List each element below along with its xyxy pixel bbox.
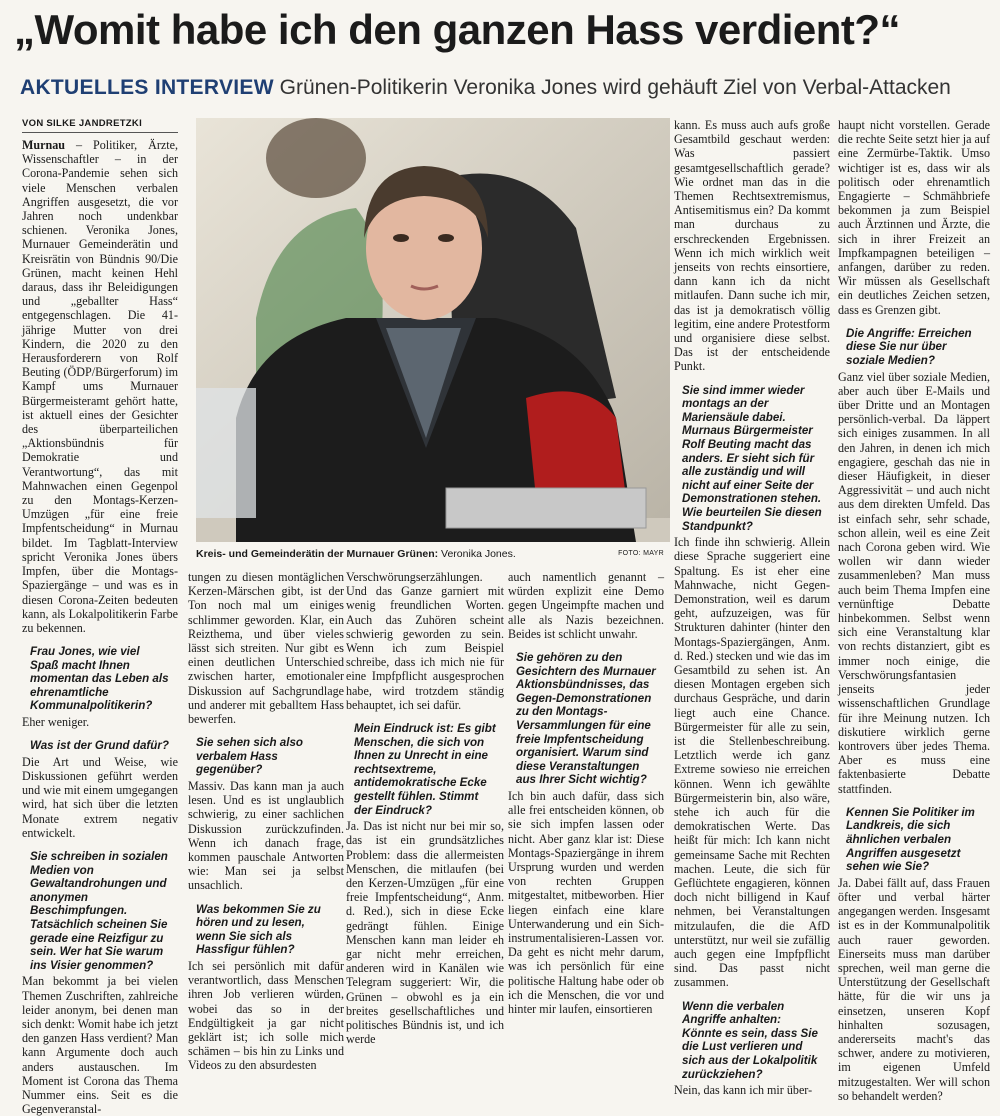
question-4: Sie sehen sich also verbalem Hass gegenüber? (196, 736, 303, 777)
answer-3: Man bekommt ja bei vielen Themen Zuschriften, zahlreiche leider anonym, bei denen man sich denkt: Womit habe ich jetzt den ganzen Hass verdient? Man kann Argumente doch auch anders austauschen. Im Moment ist Corona das Thema Nummer eins. Seit es die Gegenveranstal- (22, 974, 178, 1116)
answer-9: Nein, das kann ich mir über- (674, 1083, 813, 1098)
answer-10: Ganz viel über soziale Medien, aber auch über E-Mails und über Dritte und an Montagen persönlich-verbal. Da läppert sich einiges zusammen. In all den Jahren, in denen ich mich engagiere, geschah das nie in dieser Häufigkeit, in dieser Aggressivität – und auch nicht aus dem direkten Umfeld. Das ist einfach sehr, sehr schade, schon allein, weil es eine Zeit nach Corona geben wird. Wie wollen wir dann wieder zusammenleben? Man muss auch beim Thema Impfen eine vernünftige Debatte hinbekommen. Selbst wenn sich eine Veranstaltung klar von rechts distanziert, gibt es immer noch einige, die Verschwörungsfantasien jenseits jeder wissenschaftlichen Grundlage für ihre Meinung nutzen. Ich diskutiere wirklich gerne kontrovers über jedes Thema. Aber es muss eine faktenbasierte Debatte stattfinden. (838, 369, 990, 796)
answer-1: Eher weniger. (22, 715, 90, 730)
answer-3-continued: tungen zu diesen montäglichen Kerzen-Märschen gibt, ist der Ton noch mal um einiges schlimmer geworden. Klar, ein Reizthema, und über vieles lässt sich streiten. Nur gibt es einen deutlichen Unterschied zwischen harter, emotionaler Diskussion auf Sachgrundlage und anderer mit geballtem Hass bewerfen. (188, 570, 344, 727)
answer-6: Ja. Das ist nicht nur bei mir so, das ist ein grundsätzliches Problem: dass die allermeisten Menschen, die mitlaufen (bei den Kerzen-Umzügen „für eine freie Impfentscheidung“, Anm. d. Red.), sich in diese Ecke gedrängt fühlen. Einige Menschen kann man leider eh gar nicht mehr erreichen, anderen wird in Kanälen wie Telegram suggeriert: Wir, die Grünen – obwohl es ja ein breites gesellschaftliches und politisches Bündnis ist, und ich werde (346, 819, 504, 1047)
question-6: Mein Eindruck ist: Es gibt Menschen, die sich von Ihnen zu Unrecht in eine rechtsextreme, antidemokratische Ecke gestellt fühlen. Stimmt der Eindruck? (354, 722, 496, 817)
column-5 (674, 118, 830, 1098)
answer-6-continued: auch namentlich genannt – würden explizit eine Demo gegen Ungeimpfte machen und alle als Nazis bezeichnen. Beides ist schlicht unwahr. (508, 570, 664, 641)
answer-9-continued: haupt nicht vorstellen. Gerade die rechte Seite setzt hier ja auf eine Zermürbe-Taktik. Umso wichtiger ist es, dass wir als politisch oder ehrenamtlich Engagierte – Schmähbriefe bekommen ja zum Beispiel auch Ärztinnen und Ärzte, die sich in ihrer Freizeit an Impfkampagnen beteiligen – anfangen, darüber zu reden. Wir müssen als Gesellschaft ein deutliches Zeichen setzen, dass es Grenzen gibt. (838, 118, 990, 317)
subline (20, 76, 990, 100)
answer-8: Ich finde ihn schwierig. Allein diese Sprache suggeriert eine Spaltung. Es ist eher eine Mahnwache, nicht Gegen-Demonstration, weil es darum geht, aufzuzeigen, was für Strukturen dahinter (hinter den Montags-Spaziergängen, Anm. d. Red.) stecken und wie das im Gesamtbild zu sehen ist. An diesen Montagen ergeben sich durchaus Gespräche, und darin liegt auch eine Chance. Bürgermeister für alle zu sein, ist die Stellenbeschreibung. Letztlich werde ich ganz Extreme sowieso nie erreichen können. Wenn ich gewählte Bürgermeisterin bin, also wäre, stehe ich auch für die demokratischen Werte. Das heißt für mich: Ich kann nicht gemeinsame Sache mit Rechten machen. Leute, die sich für Geflüchtete engagieren, können doch nicht billigend in Kauf nehmen, bei Veranstaltungen mitzulaufen, die die AfD unterstützt, nur weil sie zufällig auch gegen eine Impfpflicht sind. Das passt nicht zusammen. (674, 535, 830, 990)
question-5: Was bekommen Sie zu hören und zu lesen, wenn Sie sich als Hassfigur fühlen? (196, 902, 321, 957)
question-8: Sie sind immer wieder montags an der Mariensäule dabei. Murnaus Bürgermeister Rolf Beuting macht das anders. Er sieht sich für alle zuständig und will nicht auf einer Seite der Demonstrationen stehen. Wie beurteilen Sie diesen Standpunkt? (682, 383, 822, 533)
photo-credit: FOTO: MAYR (618, 550, 664, 557)
column-4 (508, 570, 664, 1026)
question-9: Wenn die verbalen Angriffe anhalten: Könnte es sein, dass Sie die Lust verlieren und sich aus der Lokalpolitik zurückziehen? (682, 999, 818, 1081)
portrait-photo (196, 118, 670, 542)
intro-text: – Politiker, Ärzte, Wissenschaftler – in der Corona-Pandemie sehen sich viele Menschen verbalen Angriffen ausgesetzt, die vor Jahren noch undenkbar schienen. Veronika Jones, Murnauer Gemeinderätin und Kreisrätin von Bündnis 90/Die Grünen, macht keinen Hehl daraus, dass ihr Beleidigungen und „geballter Hass“ entgegenschlagen. Die 41-jährige Mutter von drei Kindern, die 2020 zu den Herausforderern von Rolf Beuting (ÖDP/Bürgerforum) im Kampf ums Murnauer Bürgermeisteramt gehört hatte, ist aktuell eines der Gesichter des überparteilichen „Aktionsbündnis für Demokratie und Verantwortung“, das mit Mahnwachen einen Gegenpol zu den Montags-Kerzen-Umzügen „für eine freie Impfentscheidung“ in Murnau bildet. Im Tagblatt-Interview spricht Veronika Jones übers Impfen, über die Montags-Spaziergänge – und was es in diesen Corona-Zeiten bedeuten kann, als Lokalpolitikerin Farbe zu bekennen. (22, 138, 178, 635)
kicker: AKTUELLES INTERVIEW (20, 76, 274, 99)
caption-label: Kreis- und Gemeinderätin der Murnauer Grünen: (196, 548, 439, 560)
headline: „Womit habe ich den ganzen Hass verdient?“ (14, 6, 901, 53)
location: Murnau (22, 138, 66, 152)
answer-11: Ja. Dabei fällt auf, dass Frauen öfter und verbal härter angegangen werden. Insgesamt ist es in der Kommunalpolitik auch rauer geworden. Einerseits muss man darüber sprechen, weil man gerne die Unterstützung der Gesellschaft hätte, für die wir uns ja einsetzen, unseren Kopf hinhalten sozusagen, andererseits macht's das schwer, andere zu motivieren, im eigenen Umfeld mitzugestalten. Wer will schon so behandelt werden? (838, 875, 990, 1103)
answer-2: Die Art und Weise, wie Diskussionen geführt werden und wie mit einem umgegangen wird, hat sich über die letzten Monate extrem negativ entwickelt. (22, 754, 178, 840)
byline: VON SILKE JANDRETZKI (22, 118, 178, 133)
column-2 (188, 570, 344, 1073)
answer-5-continued: Verschwörungserzählungen. Und das Ganze garniert mit wenig freundlichen Worten. Auch das Zuhören scheint schwierig geworden zu sein. Wenn ich zum Beispiel schreibe, dass ich mich nie für eine Impfpflicht ausgesprochen habe, wird trotzdem ständig behauptet, ich sei dafür. (346, 570, 504, 712)
question-11: Kennen Sie Politiker im Landkreis, die sich ähnlichen verbalen Angriffen ausgesetzt sehen wie Sie? (846, 805, 975, 874)
column-3 (346, 570, 504, 1047)
column-6 (838, 118, 990, 1103)
subline-text: Grünen-Politikerin Veronika Jones wird gehäuft Ziel von Verbal-Attacken (279, 76, 951, 99)
intro-paragraph (22, 138, 178, 635)
answer-7-continued: kann. Es muss auch aufs große Gesamtbild geschaut werden: Was passiert gesamtgesellschaftlich gerade? Wie ordnet man das in die Themen Rechtsextremismus, Antisemitismus ein? Da kommt man durchaus zu erschreckenden Ergebnissen. Wenn ich mich wirklich weit jenseits von rechts einsortiere, dann kann ich da nicht mitlaufen. Dann suche ich mir, das ist ja demokratisch völlig legitim, eine andere Protestform und organisiere diese selbst. Das ist der entscheidende Punkt. (674, 118, 830, 374)
column-1 (22, 138, 178, 1116)
question-7: Sie gehören zu den Gesichtern des Murnauer Aktionsbündnisses, das Gegen-Demonstrationen zu den Montags-Versammlungen für eine freie Impfentscheidung organisiert. Warum sind diese Veranstaltungen aus Ihrer Sicht wichtig? (516, 651, 656, 787)
caption-name: Veronika Jones. (441, 548, 516, 560)
question-1: Frau Jones, wie viel Spaß macht Ihnen momentan das Leben als ehrenamtliche Kommunalpolitikerin? (30, 645, 169, 713)
answer-7: Ich bin auch dafür, dass sich alle frei entscheiden können, ob sie sich impfen lassen oder nicht. Aber ganz klar ist: Diese Montags-Spaziergänge in ihrem Ursprung wurden und werden von rechten Gruppen mitgestaltet, mitbeworben. Hier liegen einfach eine klare Unterwanderung und ein Sich-instrumentalisieren-Lassen vor. Da geht es nicht mehr darum, was ich persönlich für eine politische Haltung habe oder ob ich die Menschen, die vor und hinter mir laufen, einsortieren (508, 788, 664, 1016)
question-3: Sie schreiben in sozialen Medien von Gewaltandrohungen und anonymen Beschimpfungen. Tatsächlich scheinen Sie gerade eine Reizfigur zu sein. Wer hat Sie warum ins Visier genommen? (30, 850, 168, 972)
answer-4: Massiv. Das kann man ja auch lesen. Und es ist unglaublich schwierig, zu einer sachlichen Diskussion zurückzufinden. Wenn ich danach frage, kommen pauschale Antworten wie: Man sei ja selbst unsachlich. (188, 779, 344, 893)
answer-5: Ich sei persönlich mit dafür verantwortlich, dass Menschen ihren Job verlieren würden, wobei das so in der Endgültigkeit ja gar nicht geklärt ist; ich solle mich schämen – bis hin zu Links und Videos zu den absurdesten (188, 959, 344, 1073)
question-10: Die Angriffe: Erreichen diese Sie nur über soziale Medien? (846, 326, 972, 368)
question-2: Was ist der Grund dafür? (30, 739, 169, 753)
portrait-illustration (196, 118, 670, 542)
photo-caption (196, 548, 670, 560)
